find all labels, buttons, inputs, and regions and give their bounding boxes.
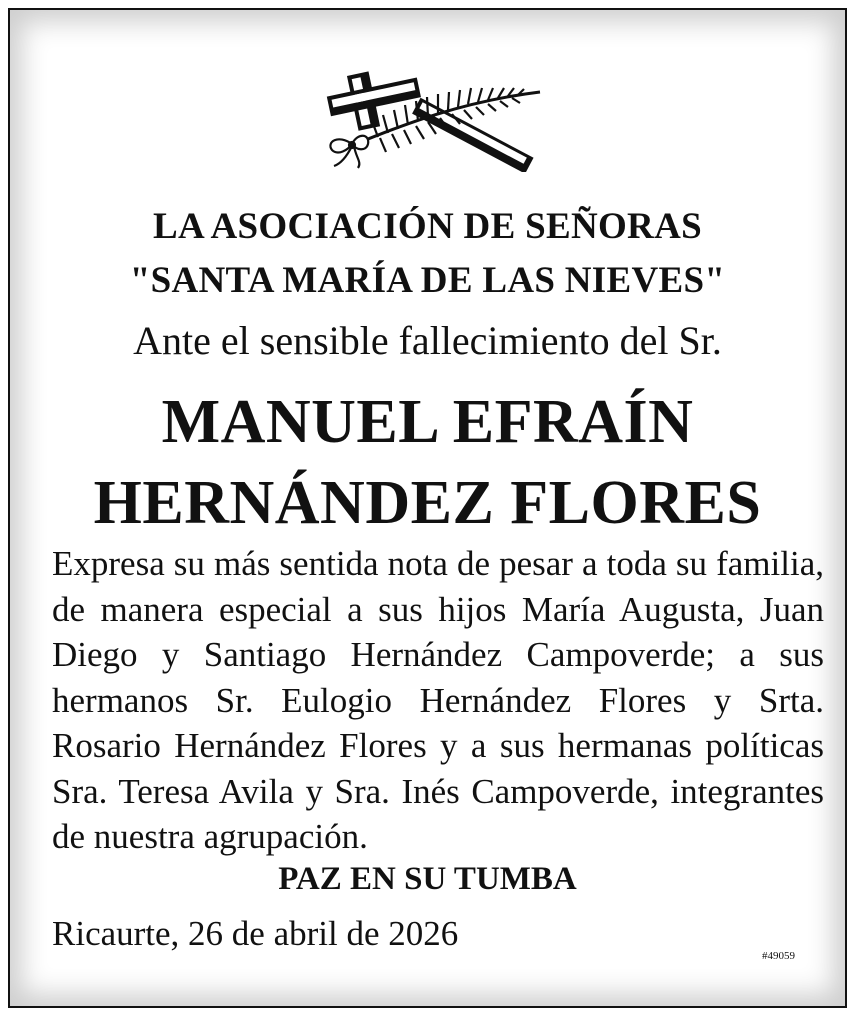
condolence-message: Expresa su más sentida nota de pesar a toda su familia, de manera especial a sus hijos María Augusta, Juan Diego y Santiago Hernández Campoverde; a sus hermanos Sr. Eulogio Hernández Flores y Srta. Rosario Hernández Flores y a sus hermanas políticas Sra. Teresa Avila y Sra. Inés Campoverde, integrantes de nuestra agrupación. (52, 544, 824, 856)
organization-name-line1: LA ASOCIACIÓN DE SEÑORAS (153, 206, 702, 247)
cross-with-palm-icon (318, 62, 546, 172)
intro-text: Ante el sensible fallecimiento del Sr. (133, 318, 722, 363)
deceased-name-line2: HERNÁNDEZ FLORES (93, 469, 762, 537)
reference-number: #49059 (762, 950, 795, 962)
closing-phrase: PAZ EN SU TUMBA (278, 861, 577, 897)
deceased-name-line1: MANUEL EFRAÍN (161, 388, 694, 456)
obituary-notice (8, 8, 847, 1008)
organization-name-line2: "SANTA MARÍA DE LAS NIEVES" (129, 260, 726, 301)
place-and-date: Ricaurte, 26 de abril de 2026 (52, 914, 459, 953)
